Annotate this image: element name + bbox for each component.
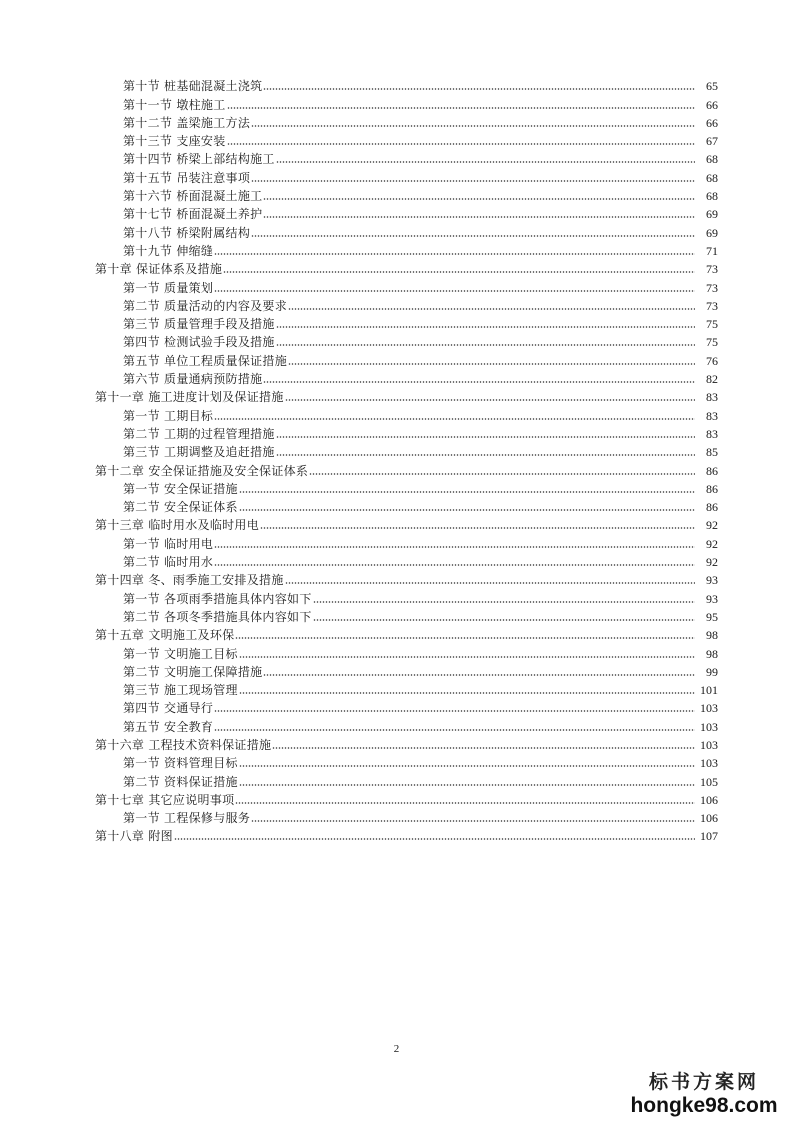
toc-entry-title: 第十章 保证体系及措施	[95, 262, 223, 277]
dot-leader	[239, 656, 695, 658]
toc-entry-title: 第十节 桩基础混凝土浇筑	[123, 79, 263, 94]
toc-entry-page: 65	[706, 79, 718, 94]
toc-entry-title: 第一节 各项雨季措施具体内容如下	[123, 591, 312, 606]
dot-leader	[214, 253, 695, 255]
toc-entry-title: 第三节 施工现场管理	[123, 683, 238, 698]
dot-leader	[263, 674, 695, 676]
dot-leader	[263, 381, 695, 383]
dot-leader	[285, 582, 695, 584]
dot-leader	[239, 692, 695, 694]
toc-chapter-entry[interactable]	[0, 734, 793, 752]
toc-section-entry[interactable]	[0, 240, 793, 258]
toc-entry-page: 95	[706, 609, 718, 624]
toc-entry-page: 92	[706, 518, 718, 533]
watermark-logo	[629, 1067, 779, 1118]
toc-entry-title: 第一节 工程保修与服务	[123, 811, 251, 826]
dot-leader	[288, 308, 695, 310]
toc-section-entry[interactable]	[0, 185, 793, 203]
toc-entry-title: 第十一章 施工进度计划及保证措施	[95, 390, 284, 405]
toc-entry-title: 第一节 质量策划	[123, 280, 214, 295]
toc-section-entry[interactable]	[0, 478, 793, 496]
toc-entry-title: 第十一节 墩柱施工	[123, 97, 226, 112]
dot-leader	[263, 216, 695, 218]
dot-leader	[276, 326, 695, 328]
dot-leader	[214, 418, 695, 420]
toc-entry-page: 107	[700, 829, 718, 844]
toc-entry-page: 105	[700, 774, 718, 789]
toc-entry-title: 第十五章 文明施工及环保	[95, 628, 235, 643]
toc-entry-page: 93	[706, 573, 718, 588]
toc-section-entry[interactable]	[0, 130, 793, 148]
toc-chapter-entry[interactable]	[0, 459, 793, 477]
toc-entry-title: 第二节 文明施工保障措施	[123, 664, 263, 679]
dot-leader	[235, 802, 695, 804]
toc-section-entry[interactable]	[0, 93, 793, 111]
dot-leader	[214, 546, 695, 548]
toc-section-entry[interactable]	[0, 807, 793, 825]
toc-entry-page: 86	[706, 481, 718, 496]
toc-section-entry[interactable]	[0, 441, 793, 459]
toc-entry-page: 75	[706, 335, 718, 350]
toc-entry-title: 第二节 工期的过程管理措施	[123, 426, 275, 441]
toc-chapter-entry[interactable]	[0, 825, 793, 843]
toc-entry-title: 第十八节 桥梁附属结构	[123, 225, 251, 240]
dot-leader	[239, 509, 695, 511]
page-number: 2	[393, 1043, 400, 1055]
toc-entry-title: 第十六章 工程技术资料保证措施	[95, 737, 272, 752]
dot-leader	[239, 491, 695, 493]
dot-leader	[214, 564, 695, 566]
dot-leader	[313, 601, 695, 603]
watermark-name: 标书方案网	[648, 1071, 759, 1093]
toc-entry-page: 75	[706, 317, 718, 332]
toc-entry-title: 第十三章 临时用水及临时用电	[95, 518, 260, 533]
toc-entry-page: 85	[706, 445, 718, 460]
toc-section-entry[interactable]	[0, 349, 793, 367]
toc-section-entry[interactable]	[0, 496, 793, 514]
toc-entry-title: 第二节 安全保证体系	[123, 500, 238, 515]
toc-entry-title: 第十三节 支座安装	[123, 134, 226, 149]
toc-entry-title: 第一节 文明施工目标	[123, 646, 238, 661]
toc-entry-title: 第十八章 附图	[95, 829, 173, 844]
toc-entry-page: 83	[706, 426, 718, 441]
toc-section-entry[interactable]	[0, 166, 793, 184]
toc-entry-title: 第十二节 盖梁施工方法	[123, 115, 251, 130]
toc-section-entry[interactable]	[0, 752, 793, 770]
toc-entry-title: 第五节 安全教育	[123, 719, 214, 734]
dot-leader	[239, 765, 695, 767]
dot-leader	[223, 271, 695, 273]
toc-entry-page: 82	[706, 372, 718, 387]
toc-section-entry[interactable]	[0, 404, 793, 422]
toc-entry-title: 第二节 临时用水	[123, 555, 214, 570]
toc-section-entry[interactable]	[0, 331, 793, 349]
toc-section-entry[interactable]	[0, 642, 793, 660]
toc-chapter-entry[interactable]	[0, 258, 793, 276]
dot-leader	[251, 180, 695, 182]
dot-leader	[263, 88, 695, 90]
toc-entry-title: 第十七节 桥面混凝土养护	[123, 207, 263, 222]
toc-section-entry[interactable]	[0, 75, 793, 93]
toc-entry-title: 第四节 检测试验手段及措施	[123, 335, 275, 350]
toc-entry-title: 第三节 质量管理手段及措施	[123, 317, 275, 332]
toc-entry-page: 103	[700, 756, 718, 771]
toc-section-entry[interactable]	[0, 532, 793, 550]
toc-entry-page: 98	[706, 646, 718, 661]
toc-entry-title: 第一节 临时用电	[123, 536, 214, 551]
toc-entry-title: 第十二章 安全保证措施及安全保证体系	[95, 463, 309, 478]
toc-section-entry[interactable]	[0, 276, 793, 294]
toc-section-entry[interactable]	[0, 661, 793, 679]
toc-section-entry[interactable]	[0, 587, 793, 605]
toc-entry-page: 71	[706, 243, 718, 258]
toc-chapter-entry[interactable]	[0, 386, 793, 404]
toc-chapter-entry[interactable]	[0, 789, 793, 807]
toc-entry-page: 83	[706, 408, 718, 423]
toc-section-entry[interactable]	[0, 715, 793, 733]
dot-leader	[285, 399, 695, 401]
table-of-contents	[0, 75, 793, 843]
toc-section-entry[interactable]	[0, 313, 793, 331]
dot-leader	[276, 436, 695, 438]
toc-entry-page: 86	[706, 500, 718, 515]
dot-leader	[174, 838, 695, 840]
dot-leader	[214, 729, 695, 731]
toc-entry-title: 第五节 单位工程质量保证措施	[123, 353, 288, 368]
dot-leader	[227, 143, 695, 145]
toc-section-entry[interactable]	[0, 679, 793, 697]
dot-leader	[276, 344, 695, 346]
toc-entry-title: 第十四章 冬、雨季施工安排及措施	[95, 573, 284, 588]
toc-entry-title: 第三节 工期调整及追赶措施	[123, 445, 275, 460]
toc-entry-page: 92	[706, 555, 718, 570]
toc-section-entry[interactable]	[0, 148, 793, 166]
toc-section-entry[interactable]	[0, 368, 793, 386]
toc-entry-title: 第十五节 吊装注意事项	[123, 170, 251, 185]
toc-section-entry[interactable]	[0, 770, 793, 788]
dot-leader	[214, 710, 695, 712]
toc-chapter-entry[interactable]	[0, 514, 793, 532]
toc-section-entry[interactable]	[0, 203, 793, 221]
toc-entry-page: 69	[706, 207, 718, 222]
toc-entry-page: 73	[706, 262, 718, 277]
toc-entry-page: 99	[706, 664, 718, 679]
dot-leader	[239, 784, 695, 786]
toc-entry-page: 83	[706, 390, 718, 405]
dot-leader	[276, 454, 695, 456]
toc-entry-page: 66	[706, 115, 718, 130]
dot-leader	[260, 527, 695, 529]
toc-entry-title: 第一节 安全保证措施	[123, 481, 238, 496]
dot-leader	[309, 473, 695, 475]
toc-entry-page: 98	[706, 628, 718, 643]
toc-section-entry[interactable]	[0, 551, 793, 569]
toc-entry-page: 68	[706, 170, 718, 185]
toc-entry-title: 第十九节 伸缩缝	[123, 243, 214, 258]
toc-entry-page: 101	[700, 683, 718, 698]
toc-entry-page: 68	[706, 152, 718, 167]
dot-leader	[214, 290, 695, 292]
toc-entry-page: 103	[700, 719, 718, 734]
toc-entry-title: 第六节 质量通病预防措施	[123, 372, 263, 387]
toc-entry-page: 73	[706, 298, 718, 313]
toc-entry-page: 103	[700, 737, 718, 752]
toc-entry-page: 86	[706, 463, 718, 478]
toc-section-entry[interactable]	[0, 606, 793, 624]
toc-entry-page: 67	[706, 134, 718, 149]
toc-entry-page: 68	[706, 189, 718, 204]
dot-leader	[251, 820, 695, 822]
toc-chapter-entry[interactable]	[0, 624, 793, 642]
toc-entry-title: 第一节 工期目标	[123, 408, 214, 423]
toc-entry-title: 第十六节 桥面混凝土施工	[123, 189, 263, 204]
toc-entry-title: 第二节 资料保证措施	[123, 774, 238, 789]
toc-entry-page: 92	[706, 536, 718, 551]
toc-entry-page: 106	[700, 811, 718, 826]
dot-leader	[272, 747, 695, 749]
toc-section-entry[interactable]	[0, 295, 793, 313]
toc-chapter-entry[interactable]	[0, 569, 793, 587]
dot-leader	[276, 161, 695, 163]
toc-entry-page: 106	[700, 792, 718, 807]
dot-leader	[288, 363, 695, 365]
toc-entry-page: 66	[706, 97, 718, 112]
toc-section-entry[interactable]	[0, 221, 793, 239]
dot-leader	[227, 107, 695, 109]
toc-entry-title: 第二节 质量活动的内容及要求	[123, 298, 288, 313]
dot-leader	[313, 619, 695, 621]
dot-leader	[251, 235, 695, 237]
toc-section-entry[interactable]	[0, 423, 793, 441]
toc-entry-title: 第二节 各项冬季措施具体内容如下	[123, 609, 312, 624]
toc-entry-page: 93	[706, 591, 718, 606]
toc-entry-page: 73	[706, 280, 718, 295]
dot-leader	[251, 125, 695, 127]
toc-entry-title: 第四节 交通导行	[123, 701, 214, 716]
toc-section-entry[interactable]	[0, 697, 793, 715]
dot-leader	[263, 198, 695, 200]
toc-entry-page: 103	[700, 701, 718, 716]
toc-entry-title: 第十七章 其它应说明事项	[95, 792, 235, 807]
toc-entry-page: 69	[706, 225, 718, 240]
dot-leader	[235, 637, 695, 639]
toc-entry-page: 76	[706, 353, 718, 368]
toc-entry-title: 第一节 资料管理目标	[123, 756, 238, 771]
toc-entry-title: 第十四节 桥梁上部结构施工	[123, 152, 275, 167]
watermark-url: hongke98.com	[630, 1094, 778, 1117]
toc-section-entry[interactable]	[0, 112, 793, 130]
